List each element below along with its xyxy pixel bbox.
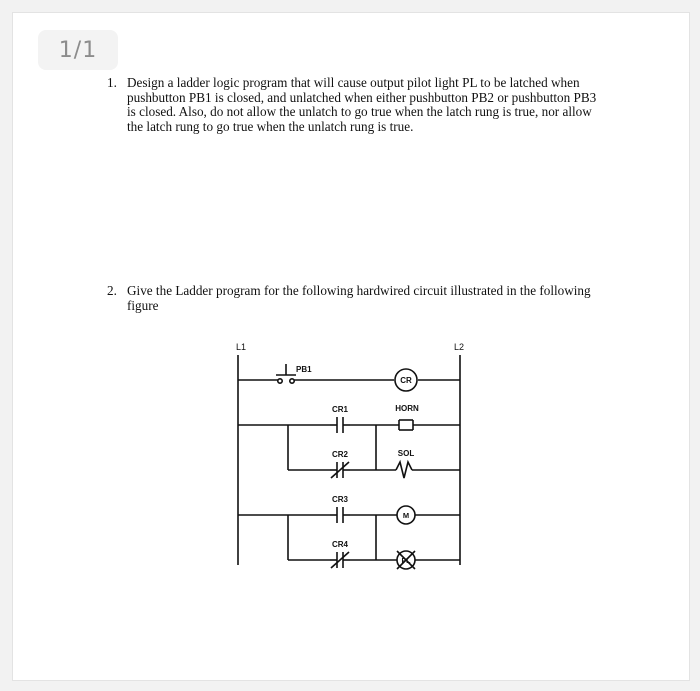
label-cr4: CR4: [331, 540, 349, 549]
label-pb1: PB1: [296, 365, 312, 374]
label-cr3: CR3: [331, 495, 349, 504]
contact-cr4-nc: [330, 552, 350, 568]
horn-symbol: [399, 420, 413, 430]
label-pl: PL: [401, 558, 411, 565]
solenoid-symbol: [396, 462, 412, 478]
label-cr-coil: CR: [400, 376, 412, 385]
question-2-line: figure: [127, 297, 159, 313]
contact-cr1-no: [330, 417, 350, 433]
label-l2: L2: [454, 342, 465, 352]
question-1-number: 1.: [107, 75, 117, 90]
question-1-line: is closed. Also, do not allow the unlatch to go true when the latch rung is true, nor allow: [127, 104, 592, 119]
label-sol: SOL: [397, 449, 415, 458]
page-indicator: 1/1: [38, 30, 118, 70]
question-1-line: Design a ladder logic program that will cause output pilot light PL to be latched when: [127, 75, 580, 90]
label-horn: HORN: [395, 404, 419, 413]
question-2-number: 2.: [107, 283, 117, 298]
label-motor: M: [402, 511, 410, 520]
contact-cr2-nc: [330, 462, 350, 478]
pushbutton-pb1: [276, 364, 296, 383]
label-cr1: CR1: [331, 405, 349, 414]
contact-cr3-no: [330, 507, 350, 523]
label-cr2: CR2: [331, 450, 349, 459]
question-1-line: the latch rung to go true when the unlatch rung is true.: [127, 118, 414, 134]
question-2-line: Give the Ladder program for the following hardwired circuit illustrated in the following: [127, 283, 591, 298]
label-l1: L1: [236, 342, 247, 352]
question-1-line: pushbutton PB1 is closed, and unlatched when either pushbutton PB2 or pushbutton PB3: [127, 89, 597, 105]
